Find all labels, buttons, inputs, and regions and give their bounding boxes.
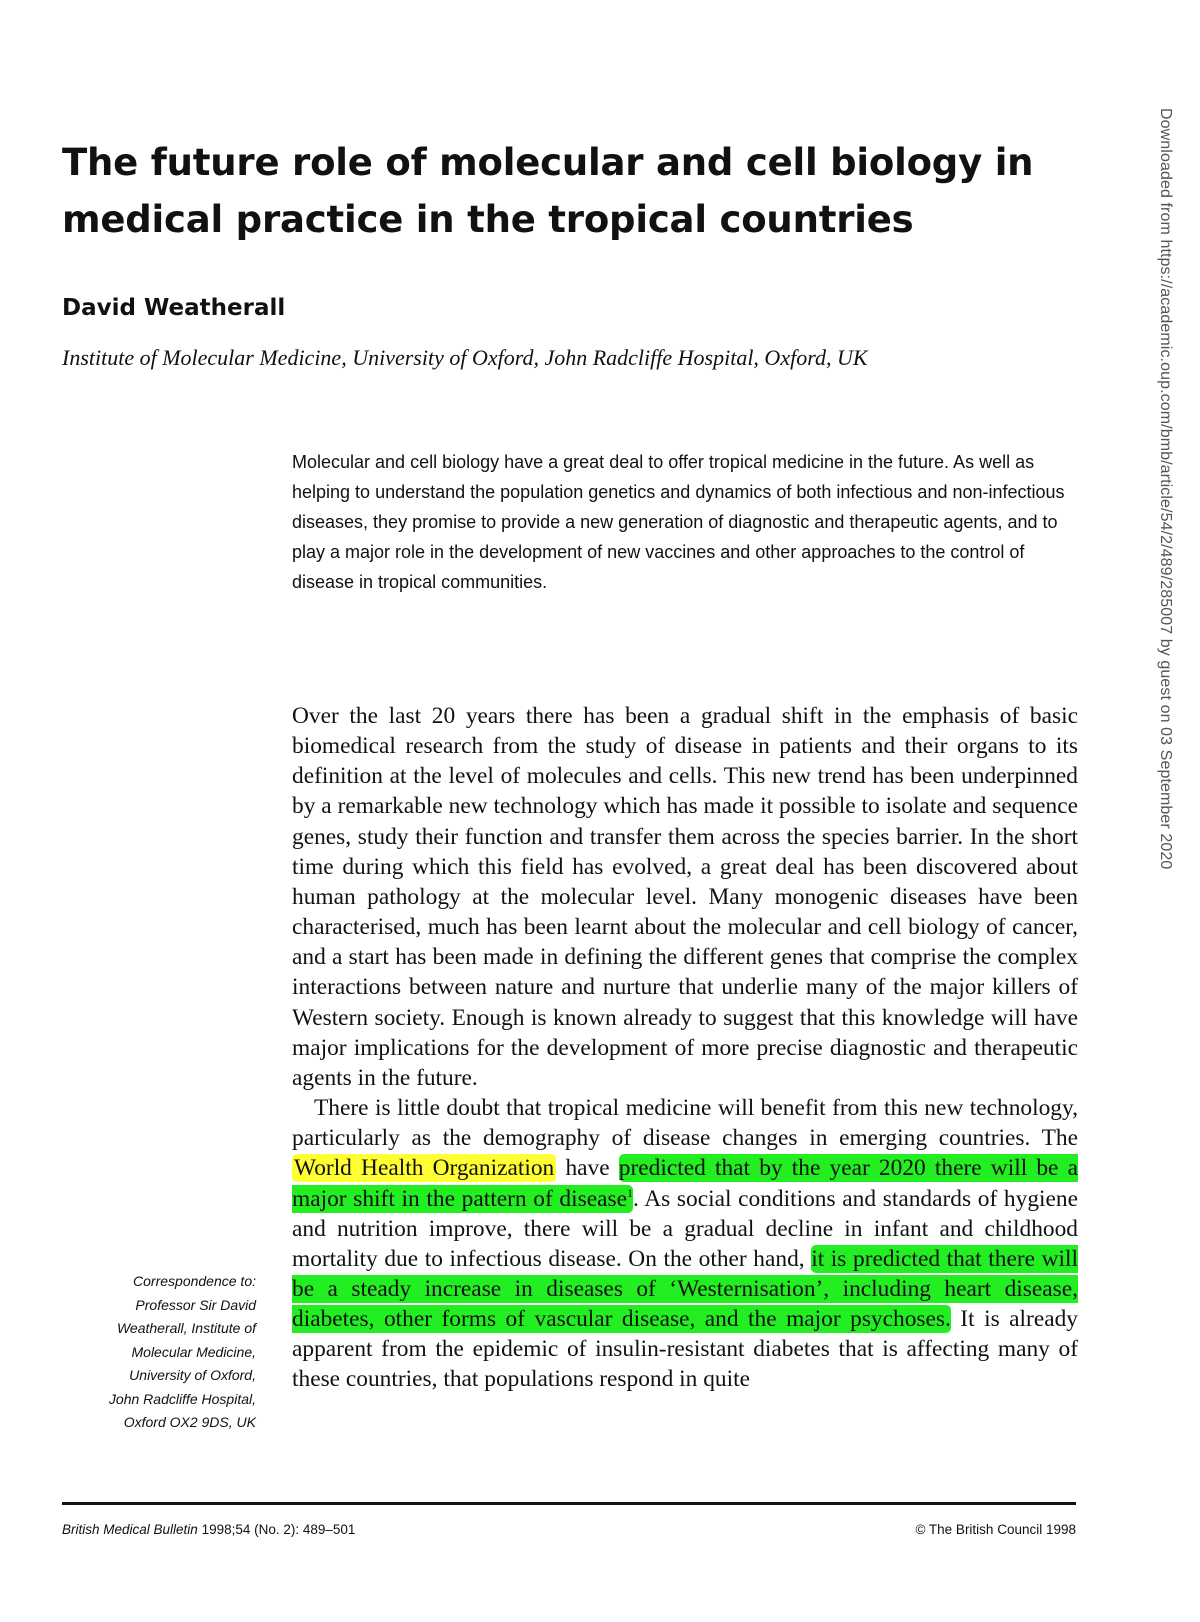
highlight-westernisation: it is predicted that there will be a steady increase in diseases of ‘Westernisation’, including heart disease, diabetes, other forms of vascular disease, and the major psychoses. [292,1245,1078,1333]
paper-title: The future role of molecular and cell biology in medical practice in the tropical countries [62,141,1034,241]
author-affiliation: Institute of Molecular Medicine, University of Oxford, John Radcliffe Hospital, Oxford, UK [62,345,868,370]
footnote-ref-1[interactable]: 1 [626,1185,633,1200]
footer-citation-detail: 1998;54 (No. 2): 489–501 [197,1522,356,1537]
paragraph-2-text-part-3: . As social conditions and standards of hygiene and nutrition improve, there will be a gradual decline in infant and childhood mortality due to infectious disease. On the other hand, [292,1185,1078,1272]
highlight-prediction-text: predicted that by the year 2020 there will be a major shift in the pattern of disease [292,1155,1078,1212]
footer-journal-name: British Medical Bulletin [62,1522,198,1537]
author-name: David Weatherall [62,295,286,321]
body-paragraph-1: Over the last 20 years there has been a gradual shift in the emphasis of basic biomedical research from the study of disease in patients and their organs to its definition at the level of molecules and cells. This new trend has been underpinned by a remarkable new technology which has made it possible to isolate and sequence genes, study their function and transfer them across the species barrier. In the short time during which this field has evolved, a great deal has been discovered about human pathology at the molecular level. Many monogenic diseases have been characterised, much has been learnt about the molecular and cell biology of cancer, and a start has been made in defining the different genes that comprise the complex interactions between nature and nurture that underlie many of the major killers of Western society. Enough is known already to suggest that this knowledge will have major implications for the development of more precise diagnostic and therapeutic agents in the future. [292,703,1078,1091]
body-text [292,701,1078,1395]
footer-citation [62,1521,355,1539]
paragraph-2-text-part-4: It is already apparent from the epidemic of insulin-resistant diabetes that is affecting many of these countries, that populations respond in quite [292,1306,1078,1393]
footer-rule [62,1502,1076,1505]
paragraph-2-text-part-2: have [556,1155,619,1182]
footer-copyright: © The British Council 1998 [915,1522,1076,1537]
highlight-who: World Health Organization [294,1155,555,1182]
download-watermark: Downloaded from https://academic.oup.com/bmb/article/54/2/489/285007 by guest on 03 September 2020 [1157,108,1174,870]
abstract: Molecular and cell biology have a great deal to offer tropical medicine in the future. As well as helping to understand the population genetics and dynamics of both infectious and non-infectious diseases, they promise to provide a new generation of diagnostic and therapeutic agents, and to play a major role in the development of new vaccines and other approaches to the control of disease in tropical communities. [292,452,1065,592]
paragraph-2-text-part-1: There is little doubt that tropical medicine will benefit from this new technology, particularly as the demography of disease changes in emerging countries. The [292,1095,1078,1152]
correspondence-note: Correspondence to: Professor Sir David Weatherall, Institute of Molecular Medicine, University of Oxford, John Radcliffe Hospital, Oxford OX2 9DS, UK [108,1273,256,1430]
body-paragraph-2 [292,1093,1078,1395]
